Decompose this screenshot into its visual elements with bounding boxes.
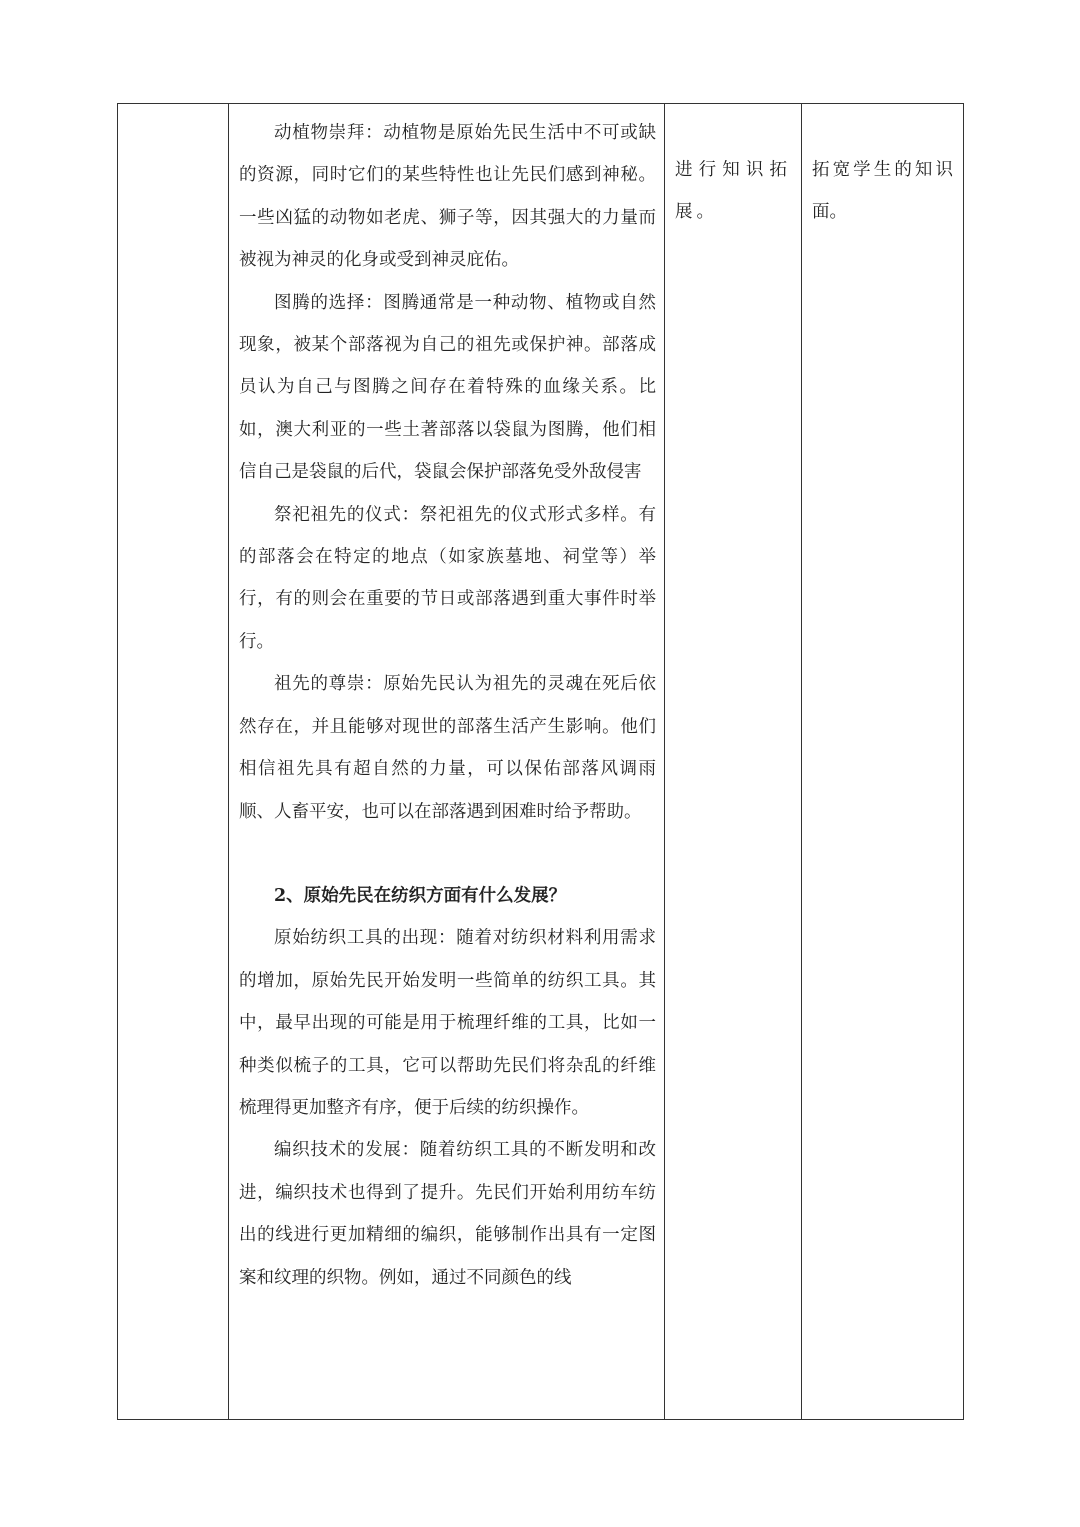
empty-left-cell bbox=[118, 104, 229, 1420]
section-heading: 2、原始先民在纺织方面有什么发展？ bbox=[274, 885, 567, 906]
paragraph-weaving-technique: 编织技术的发展：随着纺织工具的不断发明和改进，编织技术也得到了提升。先民们开始利用纺车纺出的线进行更加精细的编织，能够制作出具有一定图案和纹理的织物。例如，通过不同颜色的线 bbox=[239, 1140, 656, 1288]
paragraph-animal-plant-worship: 动植物崇拜：动植物是原始先民生活中不可或缺的资源，同时它们的某些特性也让先民们感到神秘。一些凶猛的动物如老虎、狮子等，因其强大的力量而被视为神灵的化身或受到神灵庇佑。 bbox=[239, 123, 656, 271]
paragraph-weaving-tools: 原始纺织工具的出现：随着对纺织材料利用需求的增加，原始先民开始发明一些简单的纺织工具。其中，最早出现的可能是用于梳理纤维的工具，比如一种类似梳子的工具，它可以帮助先民们将杂乱的纤维梳理得更加整齐有序，便于后续的纺织操作。 bbox=[239, 928, 656, 1118]
teaching-content bbox=[229, 104, 664, 1299]
paragraph-totem-selection: 图腾的选择：图腾通常是一种动物、植物或自然现象，被某个部落视为自己的祖先或保护神。部落成员认为自己与图腾之间存在着特殊的血缘关系。比如，澳大利亚的一些土著部落以袋鼠为图腾，他们相信自己是袋鼠的后代，袋鼠会保护部落免受外敌侵害 bbox=[239, 292, 656, 483]
lesson-plan-table bbox=[117, 103, 964, 1420]
teaching-content-cell bbox=[229, 104, 665, 1420]
table-row bbox=[118, 104, 964, 1420]
purpose-text: 拓宽学生的知识面。 bbox=[812, 160, 953, 223]
paragraph-ancestor-ritual: 祭祀祖先的仪式：祭祀祖先的仪式形式多样。有的部落会在特定的地点（如家族墓地、祠堂等）举行，有的则会在重要的节日或部落遇到重大事件时举行。 bbox=[239, 504, 656, 652]
activity-cell bbox=[665, 104, 802, 1420]
purpose-cell bbox=[802, 104, 964, 1420]
paragraph-ancestor-reverence: 祖先的尊崇：原始先民认为祖先的灵魂在死后依然存在，并且能够对现世的部落生活产生影响。他们相信祖先具有超自然的力量，可以保佑部落风调雨顺、人畜平安，也可以在部落遇到困难时给予帮助。 bbox=[239, 674, 656, 822]
activity-text: 进行知识拓展。 bbox=[675, 160, 791, 223]
